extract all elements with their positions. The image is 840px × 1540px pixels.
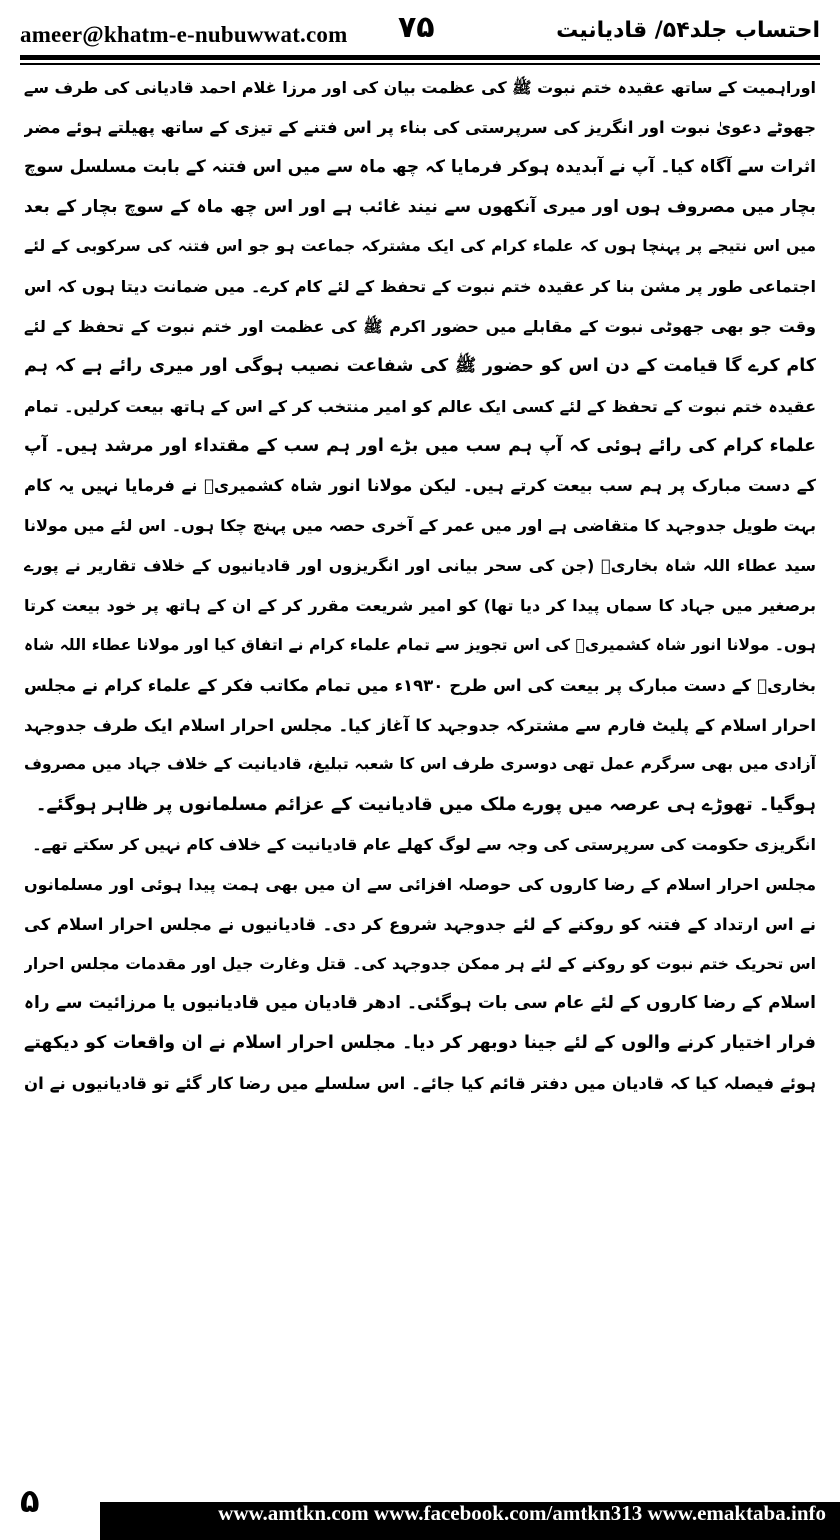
text-line: مجلس احرار اسلام کے رضا کاروں کی حوصلہ افزائی سے ان میں بھی ہمت پیدا ہوئی اور مسلمانوں <box>24 874 816 894</box>
text-line: آزادی میں بھی سرگرم عمل تھی دوسری طرف اس کا شعبہ تبلیغ، قادیانیت کے خلاف جہاد میں مصروف <box>24 755 816 774</box>
text-line: میں اس نتیجے پر پہنچا ہوں کہ علماء کرام کی ایک مشترکہ جماعت ہو جو اس فتنہ کی سرکوبی کے لئے <box>24 237 816 256</box>
text-line: ہوئے فیصلہ کیا کہ قادیان میں دفتر قائم کیا جائے۔ اس سلسلے میں رضا کار گئے تو قادیانیوں نے ان <box>24 1074 816 1094</box>
text-line: کے دست مبارک پر ہم سب بیعت کرتے ہیں۔ لیکن مولانا انور شاہ کشمیریؒ نے فرمایا نہیں یہ کام <box>24 476 816 496</box>
header-page-number: ۷۵ <box>398 10 435 45</box>
header-email: ameer@khatm-e-nubuwwat.com <box>20 22 348 47</box>
text-line: ہوں۔ مولانا انور شاہ کشمیریؒ کی اس تجویز سے تمام علماء کرام نے اتفاق کیا اور مولانا عطاء اللہ شاہ <box>24 635 816 654</box>
footer-page-number: ۵ <box>20 1482 40 1520</box>
text-line: اوراہمیت کے ساتھ عقیدہ ختم نبوت ﷺ کی عظمت بیان کی اور مرزا غلام احمد قادیانی کی طرف سے <box>24 78 816 97</box>
text-line: جھوٹے دعویٰ نبوت اور انگریز کی سرپرستی کی بناء پر اس فتنے کے تیزی کے ساتھ پھیلتے ہوئے مضر <box>24 117 816 137</box>
footer-links: www.amtkn.com www.facebook.com/amtkn313 www.emaktaba.info <box>218 1501 826 1525</box>
text-line: وقت جو بھی جھوٹی نبوت کے مقابلے میں حضور اکرم ﷺ کی عظمت اور ختم نبوت کے تحفظ کے لئے <box>24 317 816 337</box>
text-line: علماء کرام کی رائے ہوئی کہ آپ ہم سب میں بڑے اور ہم سب کے مقتداء اور مرشد ہیں۔ آپ <box>24 435 816 456</box>
text-line: اسلام کے رضا کاروں کے لئے عام سی بات ہوگئی۔ ادھر قادیان میں قادیانیوں یا مرزائیت سے راہ <box>24 993 816 1014</box>
text-line: نے اس ارتداد کے فتنہ کو روکنے کے لئے جدوجہد شروع کر دی۔ قادیانیوں نے مجلس احرار اسلام کی <box>24 914 816 934</box>
body-text <box>24 68 816 1463</box>
text-line: احرار اسلام کے پلیٹ فارم سے مشترکہ جدوجہد کا آغاز کیا۔ مجلس احرار اسلام ایک طرف جدوجہد <box>24 715 816 735</box>
page-footer <box>0 1466 840 1540</box>
text-line: برصغیر میں جہاد کا سماں پیدا کر دیا تھا) کو امیر شریعت مقرر کر کے ان کے ہاتھ پر خود بیعت کرتا <box>24 595 816 615</box>
text-line: اجتماعی طور پر مشن بنا کر عقیدہ ختم نبوت کے تحفظ کے لئے کام کرے۔ میں ضمانت دیتا ہوں کہ اس <box>24 277 816 297</box>
text-line: اس تحریک ختم نبوت کو روکنے کے لئے ہر ممکن جدوجہد کی۔ قتل وغارت جیل اور مقدمات مجلس احرار <box>24 954 816 973</box>
header-rule-thin <box>20 63 820 65</box>
text-line: انگریزی حکومت کی سرپرستی کی وجہ سے لوگ کھلے عام قادیانیت کے خلاف کام نہیں کر سکتے تھے۔ <box>32 835 816 855</box>
page-header <box>20 8 820 52</box>
text-line: اثرات سے آگاہ کیا۔ آپ نے آبدیدہ ہوکر فرمایا کہ چھ ماہ سے میں اس فتنہ کے بابت مسلسل سوچ <box>24 156 816 177</box>
header-rule-thick <box>20 55 820 60</box>
text-line: فرار اختیار کرنے والوں کے لئے جینا دوبھر کر دیا۔ مجلس احرار اسلام نے ان واقعات کو دیکھتے <box>24 1033 816 1054</box>
text-line: بخاریؒ کے دست مبارک پر بیعت کی اس طرح ۱۹۳۰ء میں تمام مکاتب فکر کے علماء کرام نے مجلس <box>24 675 816 695</box>
text-line: عقیدہ ختم نبوت کے تحفظ کے لئے کسی ایک عالم کو امیر منتخب کر کے اس کے ہاتھ بیعت کرلیں۔ تمام <box>24 396 816 416</box>
text-line: کام کرے گا قیامت کے دن اس کو حضور ﷺ کی شفاعت نصیب ہوگی اور میری رائے ہے کہ ہم <box>24 355 816 376</box>
text-line: سید عطاء اللہ شاہ بخاریؒ (جن کی سحر بیانی اور انگریزوں اور قادیانیوں کے خلاف تقاریر نے پورے <box>24 556 816 576</box>
text-line: بہت طویل جدوجہد کا متقاضی ہے اور میں عمر کے آخری حصہ میں پہنچ چکا ہوں۔ اس لئے میں مولانا <box>24 516 816 536</box>
header-book-title: احتساب جلد۵۴/ قادیانیت <box>556 18 820 43</box>
text-line: ہوگیا۔ تھوڑے ہی عرصہ میں پورے ملک میں قادیانیت کے عزائم مسلمانوں پر ظاہر ہوگئے۔ <box>35 794 816 816</box>
text-line: بچار میں مصروف ہوں اور میری آنکھوں سے نیند غائب ہے اور اس چھ ماہ کے سوچ بچار کے بعد <box>24 196 816 217</box>
